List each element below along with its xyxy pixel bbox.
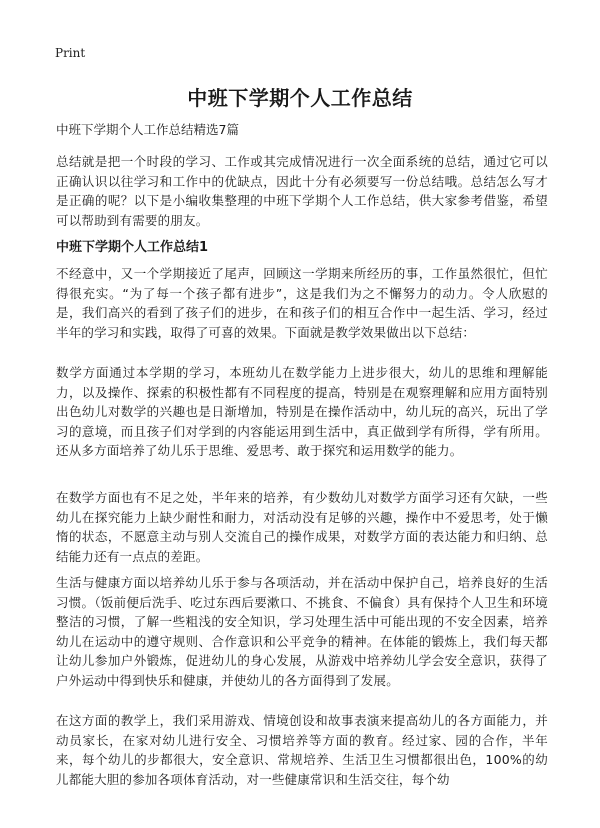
body-paragraph: 生活与健康方面以培养幼儿乐于参与各项活动，并在活动中保护自己，培养良好的生活习惯。（饭前便后洗手、吃过东西后要漱口、不挑食、不偏食）具有保持个人卫生和环境整洁的习惯，了解一些粗浅的安全知识，学习处理生活中可能出现的不安全因素，培养幼儿在运动中的遵守规则、合作意识和公平竞争的精神。在体能的锻炼上，我们每天都让幼儿参加户外锻炼，促进幼儿的身心发展，从游戏中培养幼儿学会安全意识，获得了户外运动中得到快乐和健康，并使幼儿的各方面得到了发展。 [56,575,548,688]
intro-paragraph: 总结就是把一个时段的学习、工作或其完成情况进行一次全面系统的总结，通过它可以正确认识以往学习和工作中的优缺点，因此十分有必须要写一份总结哦。总结怎么写才是正确的呢？以下是小编收集整理的中班下学期个人工作总结，供大家参考借鉴，希望可以帮助到有需要的朋友。 [56,154,548,228]
page-title: 中班下学期个人工作总结 [187,86,413,110]
body-paragraph: 在数学方面也有不足之处，半年来的培养，有少数幼儿对数学方面学习还有欠缺，一些幼儿在探究能力上缺少耐性和耐力，对活动没有足够的兴趣，操作中不爱思考，处于懒惰的状态，不愿意主动与别人交流自己的操作成果，对数学方面的表达能力和归纳、总结能力还有一点点的差距。 [56,490,548,564]
section-heading: 中班下学期个人工作总结1 [56,240,209,255]
body-paragraph: 不经意中，又一个学期接近了尾声，回顾这一学期来所经历的事，工作虽然很忙，但忙得很充实。“为了每一个孩子都有进步”，这是我们为之不懈努力的动力。令人欣慰的是，我们高兴的看到了孩子们的进步，在和孩子们的相互合作中一起生活、学习，经过半年的学习和实践，取得了可喜的效果。下面就是教学效果做出以下总结： [56,266,548,340]
print-link[interactable]: Print [55,46,86,60]
body-paragraph: 在这方面的教学上，我们采用游戏、情境创设和故事表演来提高幼儿的各方面能力，并动员家长，在家对幼儿进行安全、习惯培养等方面的教育。经过家、园的合作，半年来，每个幼儿的步都很大，安全意识、常规培养、生活卫生习惯都很出色，100%的幼儿都能大胆的参加各项体育活动，对一些健康常识和生活交往，每个幼 [56,713,548,787]
document-subtitle: 中班下学期个人工作总结精选7篇 [56,122,239,137]
body-paragraph: 数学方面通过本学期的学习，本班幼儿在数学能力上进步很大，幼儿的思维和理解能力，以及操作、探索的积极性都有不同程度的提高，特别是在观察理解和应用方面特别出色幼儿对数学的兴趣也是日渐增加，特别是在操作活动中，幼儿玩的高兴，玩出了学习的意境，而且孩子们对学到的内容能运用到生活中，真正做到学有所得，学有所用。还从多方面培养了幼儿乐于思维、爱思考、敢于探究和运用数学的能力。 [56,365,548,459]
